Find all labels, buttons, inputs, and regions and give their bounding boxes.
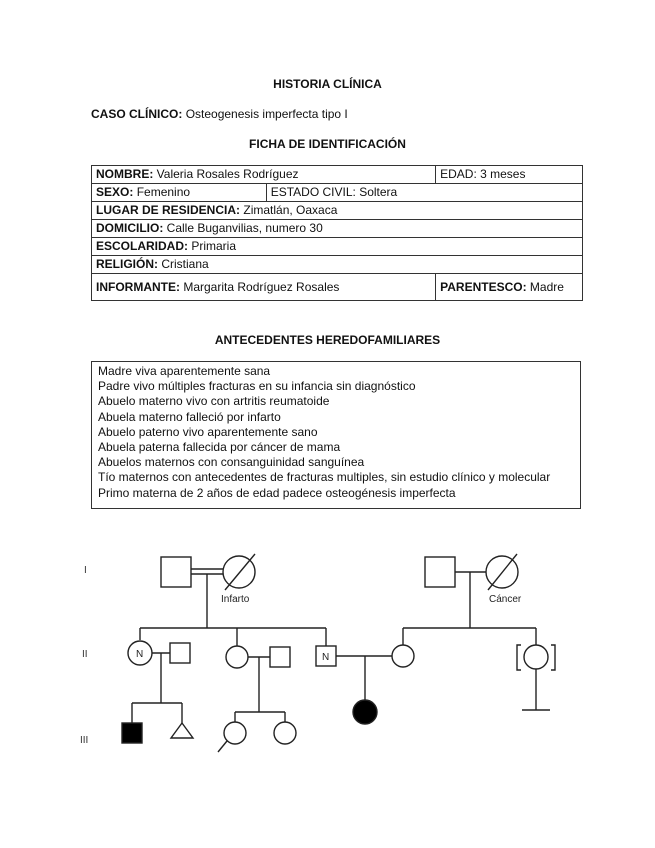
parentesco-value: Madre bbox=[529, 279, 564, 294]
residencia-label: LUGAR DE RESIDENCIA: bbox=[96, 203, 241, 217]
domicilio-value: Calle Buganvilias, numero 30 bbox=[166, 221, 323, 235]
clinical-case bbox=[91, 107, 348, 121]
edad-cell: EDAD: 3 meses bbox=[436, 166, 583, 184]
identification-title: FICHA DE IDENTIFICACIÓN bbox=[249, 137, 406, 151]
cousin-2 bbox=[274, 722, 296, 744]
nombre-value: Valeria Rosales Rodríguez bbox=[156, 167, 299, 181]
religion-label: RELIGIÓN: bbox=[96, 257, 158, 271]
domicilio-label: DOMICILIO: bbox=[96, 221, 164, 235]
adopted-relative bbox=[524, 645, 548, 669]
list-item: Madre viva aparentemente sana bbox=[98, 364, 271, 378]
pedigree-chart bbox=[0, 540, 655, 765]
generation-label: II bbox=[82, 649, 88, 660]
table-row bbox=[92, 184, 583, 202]
nombre-label: NOMBRE: bbox=[96, 167, 154, 181]
proband-arrow bbox=[218, 741, 227, 752]
generation-label: I bbox=[84, 565, 87, 576]
generation-label: III bbox=[80, 735, 89, 746]
page-title: HISTORIA CLÍNICA bbox=[273, 77, 382, 91]
infarto-annotation: Infarto bbox=[221, 594, 250, 605]
adoption-bracket bbox=[517, 645, 521, 670]
list-item: Abuelos maternos con consanguinidad sanguínea bbox=[98, 455, 365, 470]
nombre-cell bbox=[92, 166, 436, 184]
table-row bbox=[92, 256, 583, 274]
normal-marker: N bbox=[322, 652, 330, 663]
list-item: Tío maternos con antecedentes de fracturas multiples, sin estudio clínico y molecular bbox=[98, 470, 551, 485]
aunt-maternal-2 bbox=[226, 646, 248, 668]
informante-value: Margarita Rodríguez Rosales bbox=[183, 279, 340, 294]
table-row bbox=[92, 238, 583, 256]
grandfather-maternal bbox=[161, 557, 191, 587]
uncle-in-law-2 bbox=[270, 647, 290, 667]
list-item: Primo materna de 2 años de edad padece osteogénesis imperfecta bbox=[98, 485, 456, 500]
affected-cousin bbox=[122, 723, 142, 743]
table-row bbox=[92, 202, 583, 220]
parentesco-label: PARENTESCO: bbox=[440, 279, 527, 294]
antecedentes-title: ANTECEDENTES HEREDOFAMILIARES bbox=[214, 333, 441, 347]
adoption-bracket bbox=[551, 645, 555, 670]
list-item: Abuelo paterno vivo aparentemente sano bbox=[98, 424, 318, 439]
domicilio-cell bbox=[92, 220, 583, 238]
escolaridad-label: ESCOLARIDAD: bbox=[96, 239, 188, 253]
grandfather-paternal bbox=[425, 557, 455, 587]
table-row bbox=[92, 220, 583, 238]
parentesco-cell bbox=[436, 274, 583, 301]
antecedentes-box bbox=[91, 361, 581, 509]
list-item: Abuela paterna fallecida por cáncer de mama bbox=[98, 440, 341, 455]
escolaridad-cell bbox=[92, 238, 583, 256]
identification-table bbox=[91, 165, 583, 301]
affected-patient bbox=[353, 700, 377, 724]
list-item: Abuela materno falleció por infarto bbox=[98, 409, 281, 424]
sexo-value: Femenino bbox=[136, 185, 191, 199]
table-row bbox=[92, 166, 583, 184]
uncle-in-law bbox=[170, 643, 190, 663]
clinical-case-value: Osteogenesis imperfecta tipo I bbox=[185, 107, 348, 121]
miscarriage bbox=[171, 723, 193, 738]
list-item: Abuelo materno vivo con artritis reumatoide bbox=[98, 394, 330, 409]
escolaridad-value: Primaria bbox=[191, 239, 237, 253]
clinical-case-label: CASO CLÍNICO: bbox=[91, 107, 183, 121]
sexo-cell bbox=[92, 184, 267, 202]
normal-marker: N bbox=[136, 649, 144, 660]
sexo-label: SEXO: bbox=[96, 185, 134, 199]
estado-civil-cell: ESTADO CIVIL: Soltera bbox=[266, 184, 582, 202]
table-row bbox=[92, 274, 583, 301]
residencia-cell bbox=[92, 202, 583, 220]
informante-label: INFORMANTE: bbox=[96, 279, 180, 294]
religion-cell bbox=[92, 256, 583, 274]
cousin bbox=[224, 722, 246, 744]
residencia-value: Zimatlán, Oaxaca bbox=[243, 203, 338, 217]
informante-cell bbox=[92, 274, 436, 301]
religion-value: Cristiana bbox=[161, 257, 209, 271]
mother bbox=[392, 645, 414, 667]
cancer-annotation: Cáncer bbox=[489, 594, 522, 605]
list-item: Padre vivo múltiples fracturas en su infancia sin diagnóstico bbox=[98, 379, 416, 394]
